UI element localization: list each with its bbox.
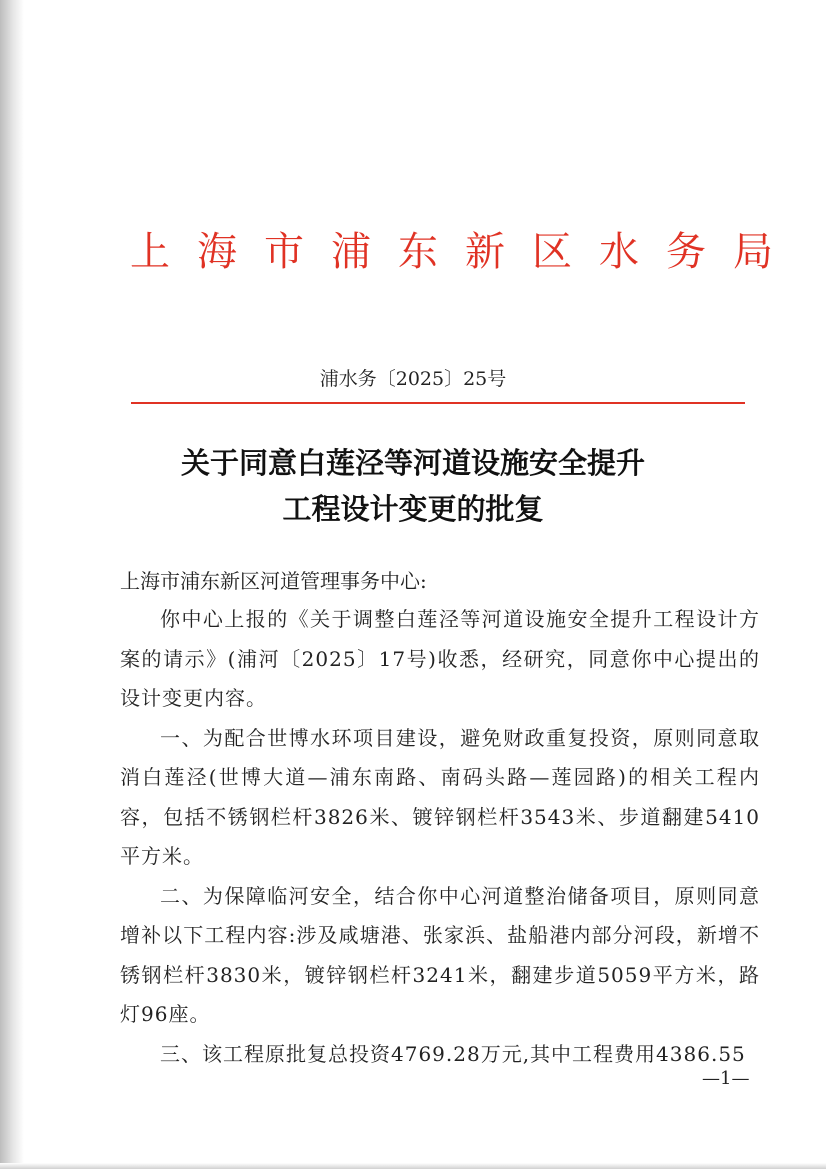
title-line-2: 工程设计变更的批复 — [282, 492, 544, 526]
document-number: 浦水务〔2025〕25号 — [319, 368, 507, 390]
issuer-masthead: 上海市浦东新区水务局 — [130, 229, 800, 275]
document-title — [0, 440, 826, 532]
scan-shadow-bottom — [0, 1163, 826, 1169]
body-paragraph-2: 二、为保障临河安全，结合你中心河道整治储备项目，原则同意增补以下工程内容:涉及咸塘港、张家浜、盐船港内部分河段，新增不锈钢栏杆3830米，镀锌钢栏杆3241米，翻建步道5059平方米，路灯96座。 — [120, 883, 760, 1026]
body-paragraph-3: 三、该工程原批复总投资4769.28万元,其中工程费用4386.55 — [160, 1041, 746, 1066]
addressee: 上海市浦东新区河道管理事务中心: — [120, 569, 427, 593]
red-separator-line — [131, 402, 745, 404]
document-body — [120, 600, 760, 1074]
scan-shadow-left — [0, 0, 24, 1169]
title-line-1: 关于同意白莲泾等河道设施安全提升 — [180, 446, 645, 480]
page-number: —1— — [702, 1068, 750, 1089]
body-paragraph-intro: 你中心上报的《关于调整白莲泾等河道设施安全提升工程设计方案的请示》(浦河〔2025〕17号)收悉，经研究，同意你中心提出的设计变更内容。 — [120, 607, 760, 710]
body-paragraph-1: 一、为配合世博水环项目建设，避免财政重复投资，原则同意取消白莲泾(世博大道—浦东南路、南码头路—莲园路)的相关工程内容，包括不锈钢栏杆3826米、镀锌钢栏杆3543米、步道翻建5410平方米。 — [120, 725, 760, 868]
